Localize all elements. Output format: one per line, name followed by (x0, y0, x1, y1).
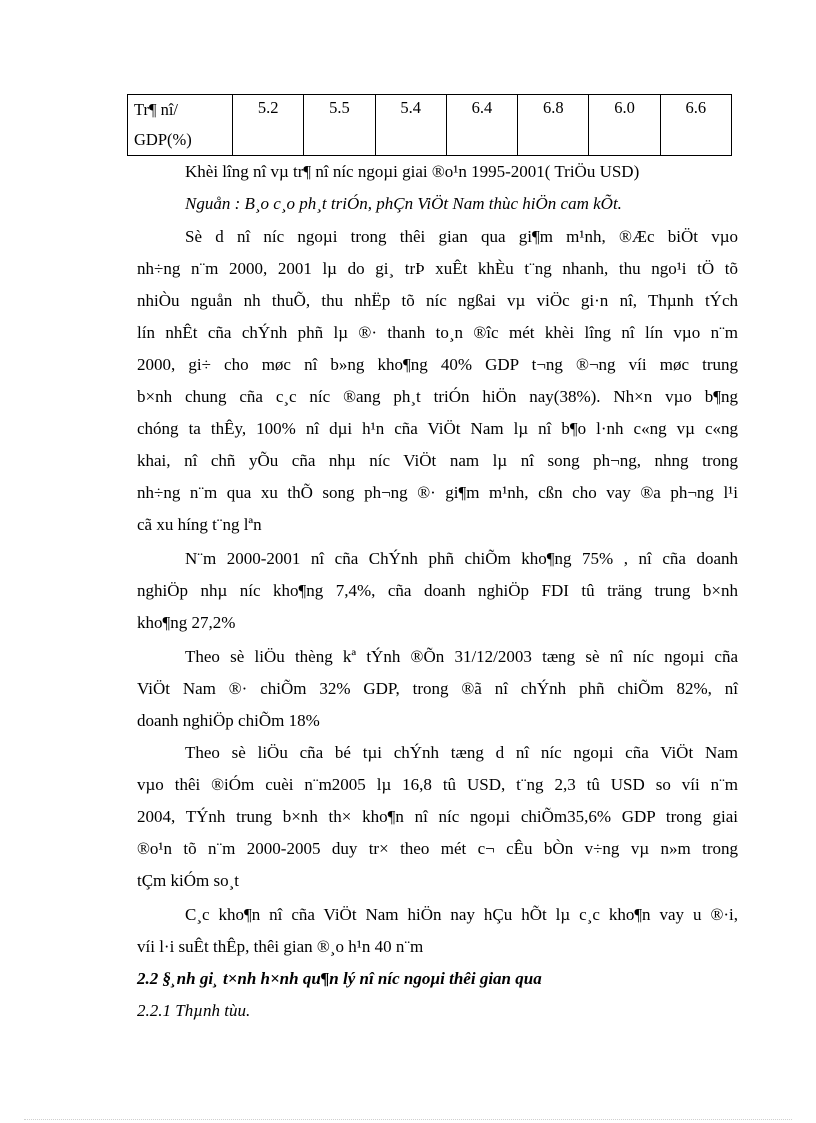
row-label-cell (128, 95, 233, 156)
paragraph-line: nhiÒu nguån nh thuÕ, thu nhËp tõ níc ngßai vµ viÖc gi·n nî, Thµnh tÝch (137, 291, 738, 310)
table-cell: 5.2 (233, 95, 304, 156)
paragraph-line: víi l·i suÊt thÊp, thêi gian ®¸o h¹n 40 n¨m (137, 937, 424, 956)
paragraph-line: b×nh chung cña c¸c níc ®ang ph¸t triÓn hiÖn nay(38%). Nh×n vµo b¶ng (137, 387, 738, 406)
row-label-line-2: GDP(%) (134, 130, 192, 149)
paragraph-line: khai, nî chñ yÕu cña nhµ níc ViÖt nam lµ nî song ph¬ng, nhng trong (137, 451, 738, 470)
paragraph-line: lín nhÊt cña chÝnh phñ lµ ®· thanh to¸n ®îc mét khèi lîng nî lín vµo n¨m (137, 323, 738, 342)
table-cell: 6.0 (589, 95, 660, 156)
source-note: Nguån : B¸o c¸o ph¸t triÓn, phÇn ViÖt Nam thùc hiÖn cam kÕt. (185, 194, 622, 213)
paragraph-line: C¸c kho¶n nî cña ViÖt Nam hiÖn nay hÇu hÕt lµ c¸c kho¶n vay u ®·i, (185, 905, 738, 924)
debt-ratio-table (127, 94, 732, 156)
paragraph-line: chóng ta thÊy, 100% nî dµi h¹n cña ViÖt Nam lµ nî b¶o l·nh c«ng vµ c«ng (137, 419, 738, 438)
paragraph-line: Sè d nî níc ngoµi trong thêi gian qua gi¶m m¹nh, ®Æc biÖt vµo (185, 227, 738, 246)
subsection-heading: 2.2.1 Thµnh tùu. (137, 1001, 251, 1020)
paragraph-line: nghiÖp nhµ níc kho¶ng 7,4%, cña doanh nghiÖp FDI tû träng trung b×nh (137, 581, 738, 600)
section-heading: 2.2 §¸nh gi¸ t×nh h×nh qu¶n lý nî níc ngoµi thêi gian qua (137, 969, 542, 988)
paragraph-line: doanh nghiÖp chiÕm 18% (137, 711, 320, 730)
paragraph-line: 2000, gi÷ cho møc nî b»ng kho¶ng 40% GDP t¬ng ®¬ng víi møc trung (137, 355, 738, 374)
table-cell: 6.4 (446, 95, 517, 156)
paragraph-line: 2004, TÝnh trung b×nh th× kho¶n nî níc ngoµi chiÕm35,6% GDP trong giai (137, 807, 738, 826)
paragraph-line: nh÷ng n¨m qua xu thÕ song ph¬ng ®· gi¶m m¹nh, cßn cho vay ®a ph¬ng l¹i (137, 483, 738, 502)
paragraph-line: Theo sè liÖu cña bé tµi chÝnh tæng d nî níc ngoµi cña ViÖt Nam (185, 743, 738, 762)
table-cell: 5.5 (304, 95, 375, 156)
table-cell: 6.8 (518, 95, 589, 156)
paragraph-line: tÇm kiÓm so¸t (137, 871, 240, 890)
paragraph-line: ®o¹n tõ n¨m 2000-2005 duy tr× theo mét c¬ cÊu bÒn v÷ng vµ n»m trong (137, 839, 738, 858)
table-cell: 5.4 (375, 95, 446, 156)
paragraph-line: kho¶ng 27,2% (137, 613, 236, 632)
row-label-line-1: Tr¶ nî/ (134, 100, 179, 119)
paragraph-line: N¨m 2000-2001 nî cña ChÝnh phñ chiÕm kho¶ng 75% , nî cña doanh (185, 549, 738, 568)
table-caption: Khèi lîng nî vµ tr¶ nî níc ngoµi giai ®o¹n 1995-2001( TriÖu USD) (185, 162, 640, 181)
table-cell: 6.6 (660, 95, 731, 156)
paragraph-line: vµo thêi ®iÓm cuèi n¨m2005 lµ 16,8 tû USD, t¨ng 2,3 tû USD so víi n¨m (137, 775, 738, 794)
paragraph-line: nh÷ng n¨m 2000, 2001 lµ do gi¸ trÞ xuÊt khÈu t¨ng nhanh, thu ngo¹i tÖ tõ (137, 259, 738, 278)
table-row (128, 95, 732, 156)
paragraph-line: ViÖt Nam ®· chiÕm 32% GDP, trong ®ã nî chÝnh phñ chiÕm 82%, nî (137, 679, 738, 698)
paragraph-line: Theo sè liÖu thèng kª tÝnh ®Õn 31/12/2003 tæng sè nî níc ngoµi cña (185, 647, 738, 666)
paragraph-line: cã xu híng t¨ng lªn (137, 515, 262, 534)
page-bottom-divider (24, 1119, 792, 1120)
